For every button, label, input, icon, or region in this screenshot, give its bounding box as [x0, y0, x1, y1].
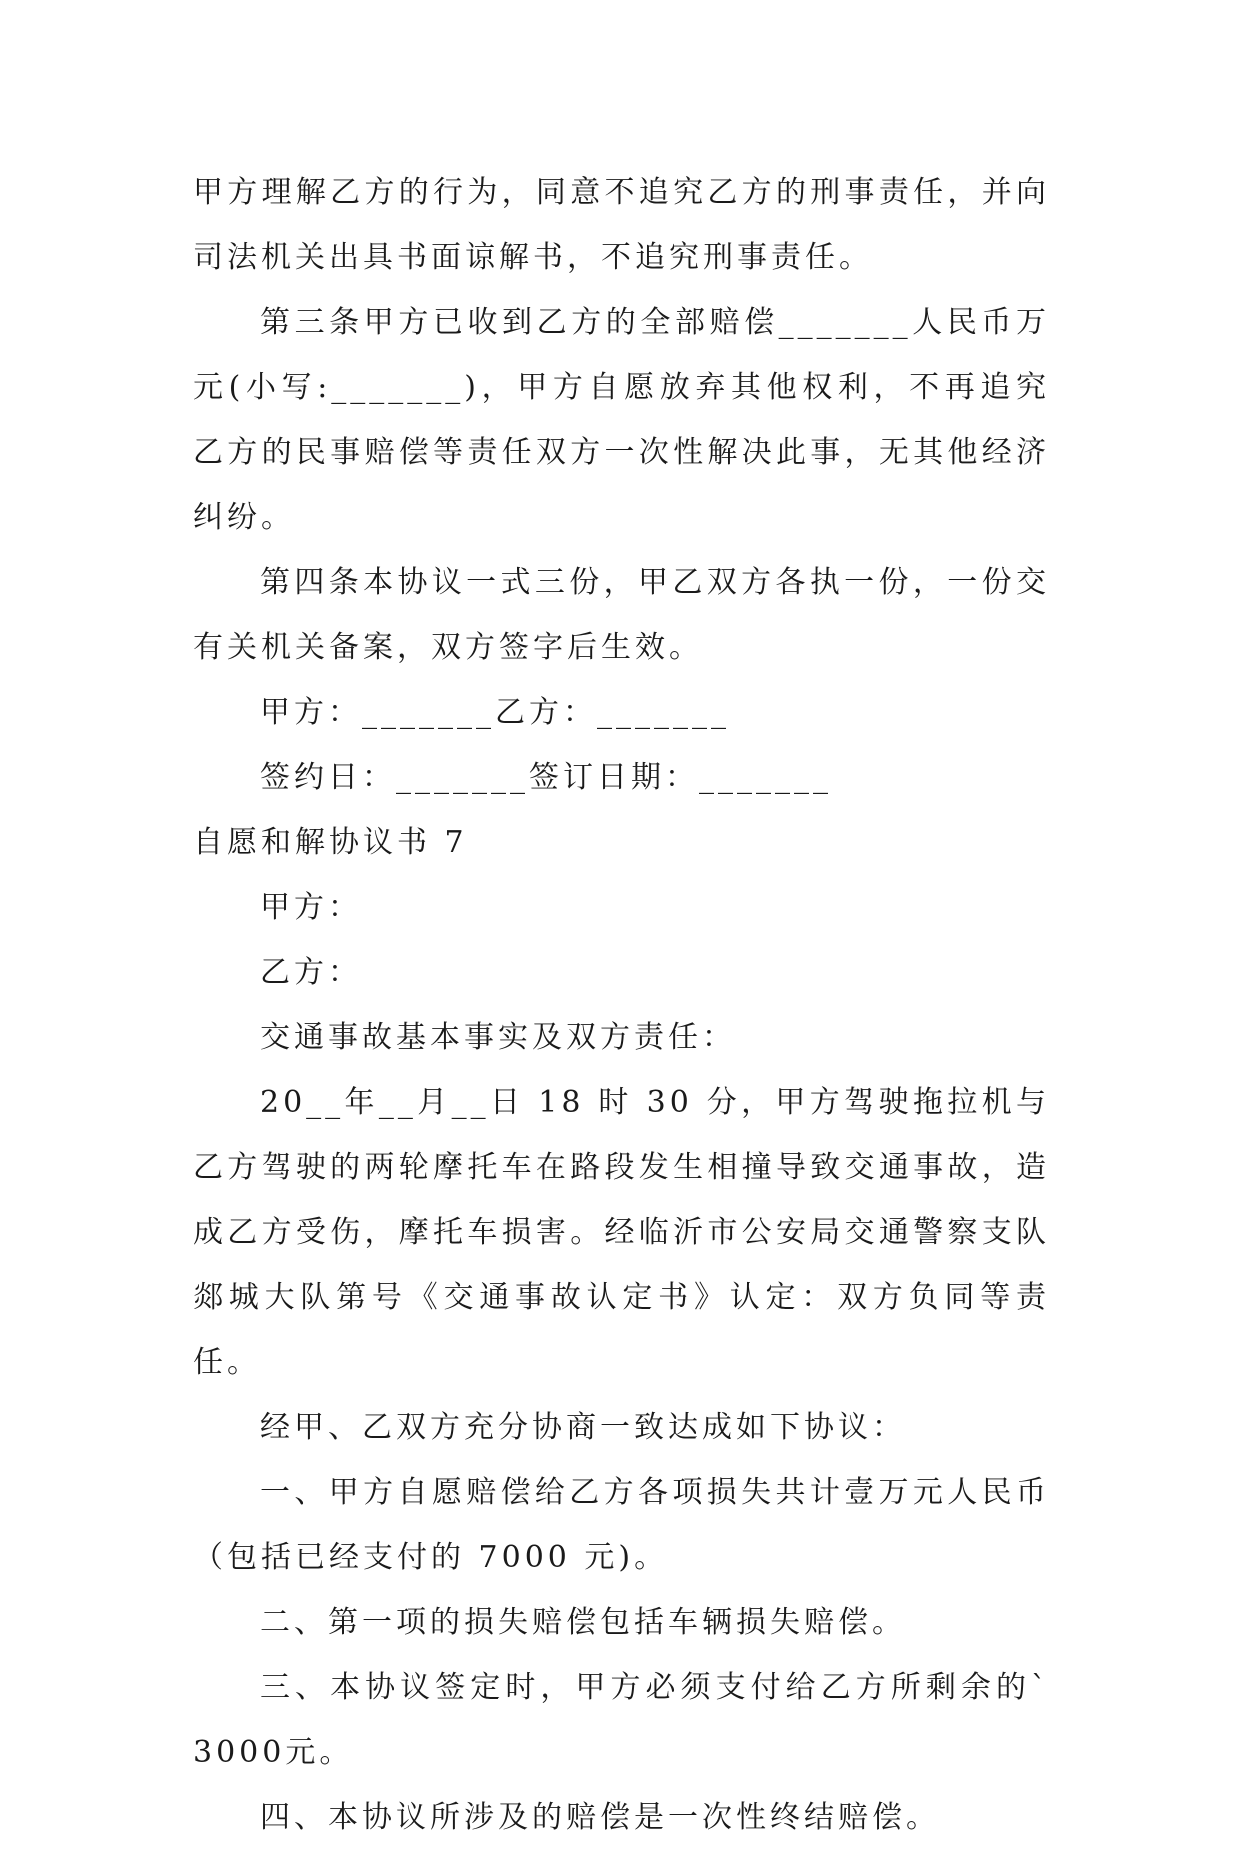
- section-title: 自愿和解协议书 7: [193, 825, 468, 860]
- paragraph-understanding: 甲方理解乙方的行为，同意不追究乙方的刑事责任，并向司法机关出具书面谅解书，不追究刑事责任。: [193, 175, 1050, 275]
- party-b-label: 乙方：: [260, 955, 362, 990]
- clause-2: 二、第一项的损失赔偿包括车辆损失赔偿。: [260, 1605, 906, 1640]
- party-a-label: 甲方：: [260, 890, 362, 925]
- paragraph-article-3: 第三条甲方已收到乙方的全部赔偿_______人民币万元(小写:_______)，甲方自愿放弃其他权利，不再追究乙方的民事赔偿等责任双方一次性解决此事，无其他经济纠纷。: [193, 305, 1050, 535]
- signature-dates: 签约日：_______签订日期：_______: [260, 760, 832, 795]
- paragraph-article-4: 第四条本协议一式三份，甲乙双方各执一份，一份交有关机关备案，双方签字后生效。: [193, 565, 1050, 665]
- paragraph-agreement-intro: 经甲、乙双方充分协商一致达成如下协议：: [260, 1410, 906, 1445]
- facts-heading: 交通事故基本事实及双方责任：: [260, 1020, 736, 1055]
- clause-1: 一、甲方自愿赔偿给乙方各项损失共计壹万元人民币（包括已经支付的 7000 元)。: [193, 1475, 1050, 1575]
- signature-parties: 甲方：_______乙方：_______: [260, 695, 730, 730]
- document-page: [193, 160, 1050, 1850]
- paragraph-accident-facts: 20__年__月__日 18 时 30 分，甲方驾驶拖拉机与乙方驾驶的两轮摩托车在路段发生相撞导致交通事故，造成乙方受伤，摩托车损害。经临沂市公安局交通警察支队郯城大队第号《交通事故认定书》认定：双方负同等责任。: [193, 1085, 1050, 1380]
- clause-4: 四、本协议所涉及的赔偿是一次性终结赔偿。: [260, 1800, 940, 1835]
- clause-3: 三、本协议签定时，甲方必须支付给乙方所剩余的`3000元。: [193, 1670, 1050, 1770]
